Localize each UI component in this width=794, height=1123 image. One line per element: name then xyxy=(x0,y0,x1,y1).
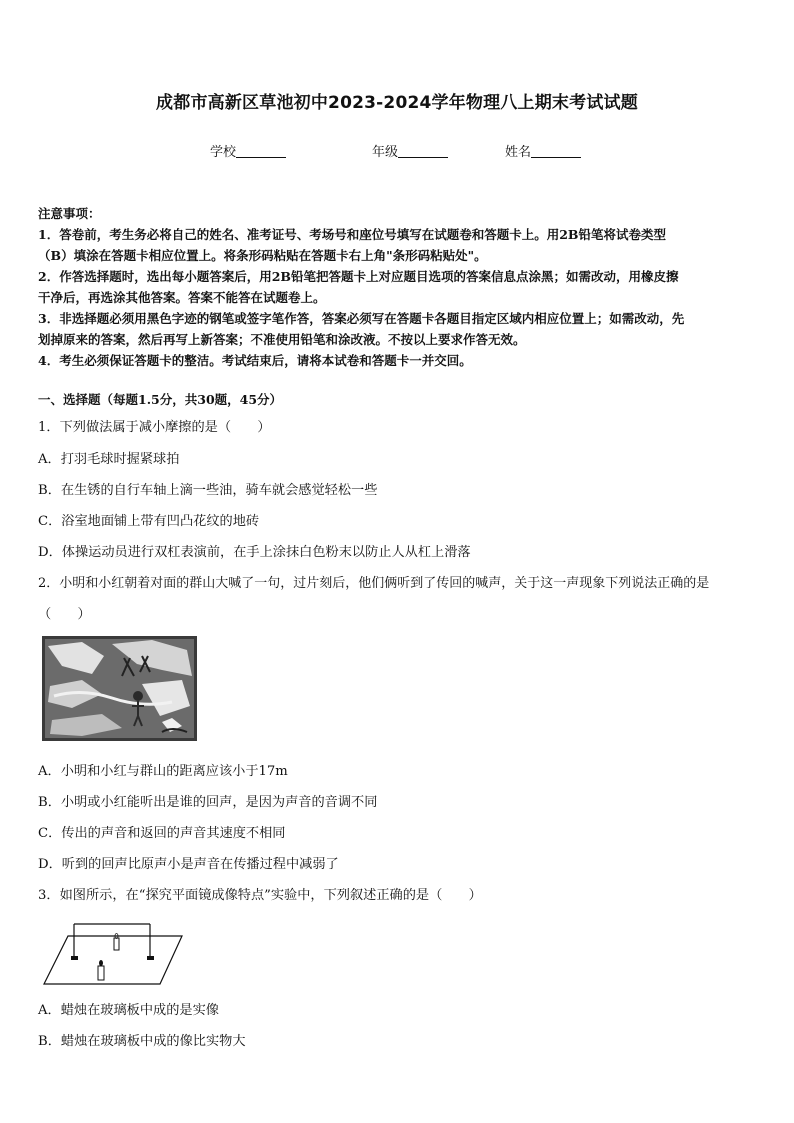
question-1-option-b: B．在生锈的自行车轴上滴一些油，骑车就会感觉轻松一些 xyxy=(38,483,378,498)
question-2-option-b: B．小明或小红能听出是谁的回声，是因为声音的音调不同 xyxy=(38,795,378,810)
question-3-option-b: B．蜡烛在玻璃板中成的像比实物大 xyxy=(38,1034,246,1049)
notice-line: 划掉原来的答案，然后再写上新答案；不准使用铅笔和涂改液。不按以上要求作答无效。 xyxy=(38,332,526,347)
notice-line: 1．答卷前，考生务必将自己的姓名、准考证号、考场号和座位号填写在试题卷和答题卡上。用2B铅笔将试卷类型 xyxy=(38,227,666,242)
question-1-option-c: C．浴室地面铺上带有凹凸花纹的地砖 xyxy=(38,514,260,529)
mountain-echo-image xyxy=(42,636,197,741)
notice-line: 干净后，再选涂其他答案。答案不能答在试题卷上。 xyxy=(38,290,326,305)
notice-line: 2．作答选择题时，选出每小题答案后，用2B铅笔把答题卡上对应题目选项的答案信息点涂黑；如需改动，用橡皮擦 xyxy=(38,269,679,284)
notice-line: 3．非选择题必须用黑色字迹的钢笔或签字笔作答，答案必须写在答题卡各题目指定区域内相应位置上；如需改动，先 xyxy=(38,311,685,326)
question-1-stem: 1．下列做法属于减小摩擦的是（ ） xyxy=(38,420,271,435)
school-blank xyxy=(236,145,286,158)
grade-blank xyxy=(398,145,448,158)
school-label: 学校 xyxy=(210,145,237,160)
name-label: 姓名 xyxy=(505,145,532,160)
name-blank xyxy=(531,145,581,158)
exam-title: 成都市高新区草池初中2023-2024学年物理八上期末考试试题 xyxy=(156,93,638,113)
question-2-stem-paren: （ ） xyxy=(38,607,91,622)
question-2-option-c: C．传出的声音和返回的声音其速度不相同 xyxy=(38,826,286,841)
question-1-option-a: A．打羽毛球时握紧球拍 xyxy=(38,452,180,467)
notice-heading: 注意事项： xyxy=(38,206,101,221)
name-field xyxy=(505,141,581,160)
grade-label: 年级 xyxy=(372,145,399,160)
question-3-stem: 3．如图所示，在“探究平面镜成像特点”实验中，下列叙述正确的是（ ） xyxy=(38,888,482,903)
section-heading: 一、选择题（每题1.5分，共30题，45分） xyxy=(38,392,283,407)
question-2-option-d: D．听到的回声比原声小是声音在传播过程中减弱了 xyxy=(38,857,339,872)
plane-mirror-experiment-image xyxy=(42,920,184,988)
question-3-option-a: A．蜡烛在玻璃板中成的是实像 xyxy=(38,1003,219,1018)
question-1-option-d: D．体操运动员进行双杠表演前，在手上涂抹白色粉末以防止人从杠上滑落 xyxy=(38,545,471,560)
question-2-stem: 2．小明和小红朝着对面的群山大喊了一句，过片刻后，他们俩听到了传回的喊声，关于这一声现象下列说法正确的是 xyxy=(38,576,710,591)
school-field xyxy=(210,141,286,160)
question-2-option-a: A．小明和小红与群山的距离应该小于17m xyxy=(38,764,288,779)
notice-line: （B）填涂在答题卡相应位置上。将条形码粘贴在答题卡右上角"条形码粘贴处"。 xyxy=(38,248,487,263)
grade-field xyxy=(372,141,448,160)
notice-line: 4．考生必须保证答题卡的整洁。考试结束后，请将本试卷和答题卡一并交回。 xyxy=(38,353,472,368)
